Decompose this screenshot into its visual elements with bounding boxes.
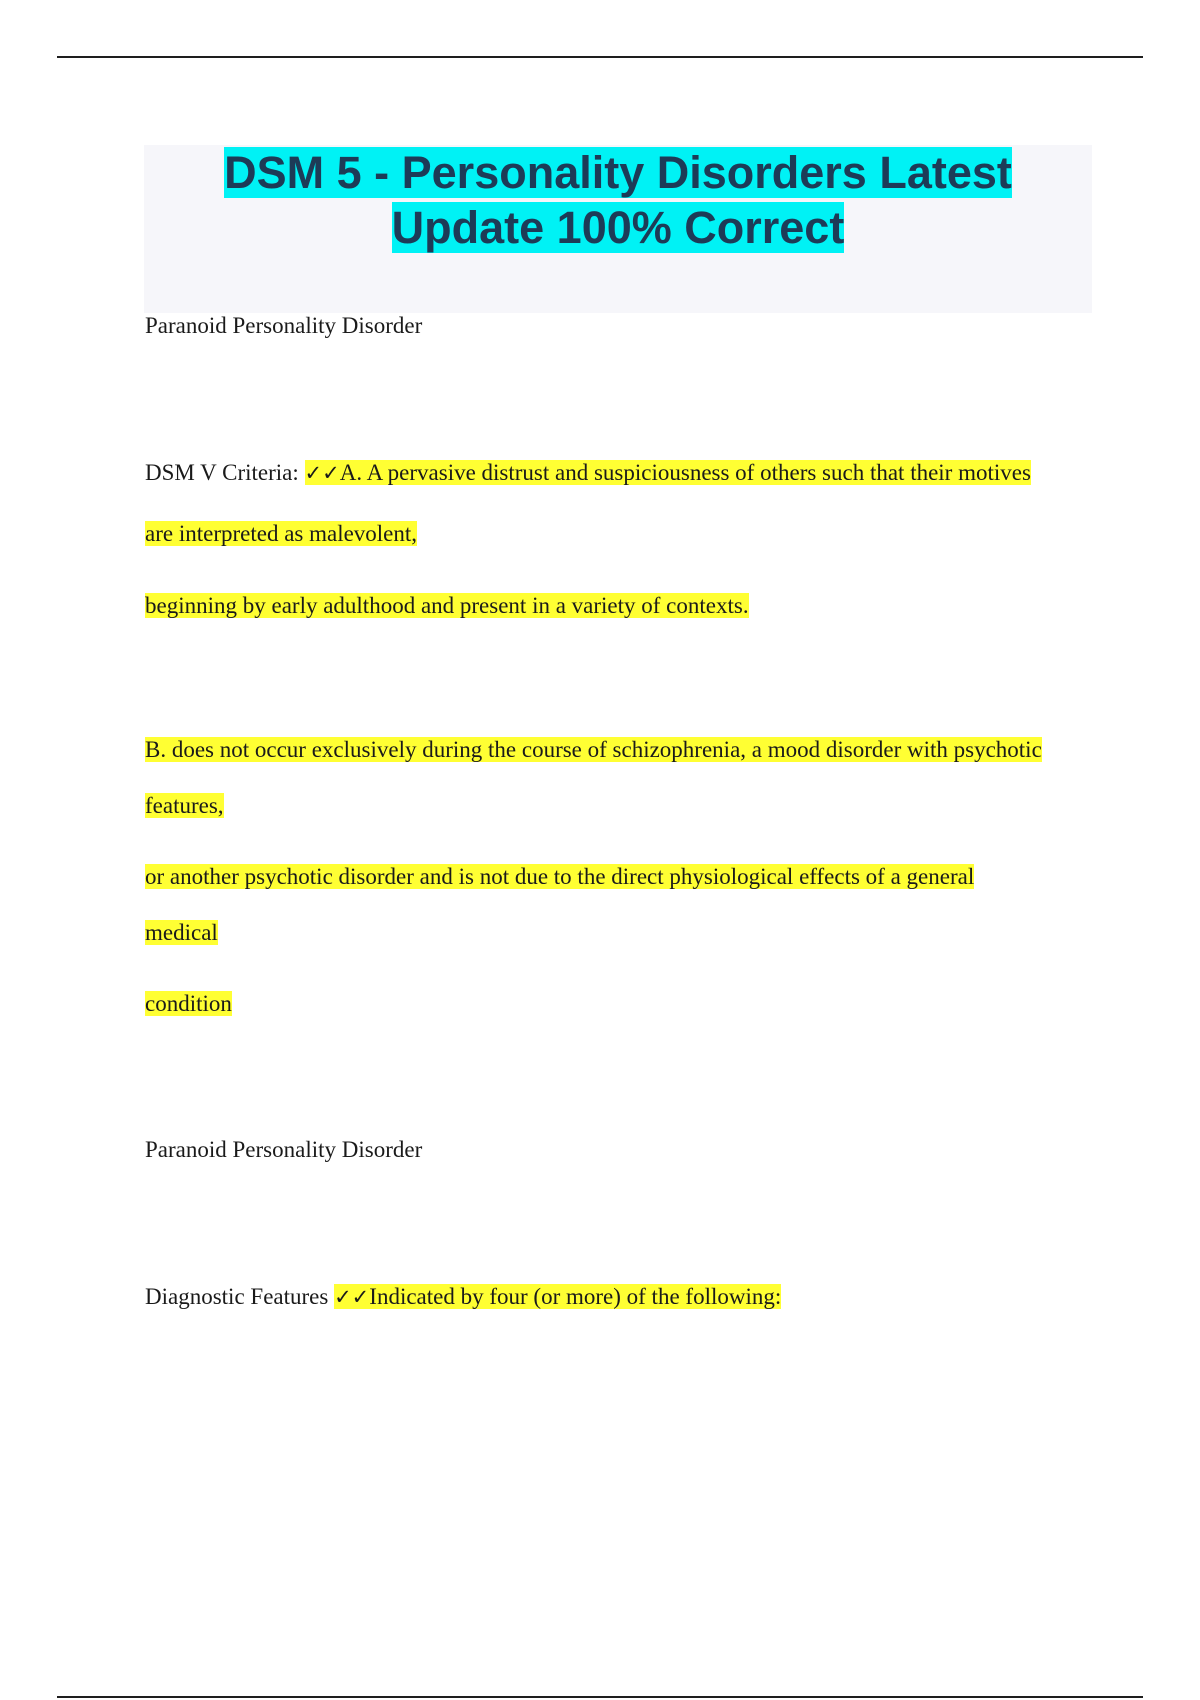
criteria-line-8 (145, 989, 232, 1019)
section-heading-1: Paranoid Personality Disorder (145, 313, 423, 338)
features-text-1: Indicated by four (or more) of the following: (369, 1284, 782, 1309)
document-title (144, 145, 1092, 255)
criteria-text-6: or another psychotic disorder and is not due to the direct physiological effects of a general (145, 864, 975, 889)
title-line-1: DSM 5 - Personality Disorders Latest (224, 147, 1012, 198)
criteria-text-1: A. A pervasive distrust and suspiciousness of others such that their motives (339, 460, 1031, 485)
checkmark-icon: ✓✓ (304, 461, 340, 485)
features-line-1 (145, 1282, 781, 1312)
criteria-text-4: B. does not occur exclusively during the course of schizophrenia, a mood disorder with psychotic (145, 737, 1042, 762)
checkmark-icon: ✓✓ (334, 1285, 370, 1309)
title-line-2: Update 100% Correct (391, 202, 845, 253)
criteria-line-4 (145, 735, 1042, 765)
page-top-rule (57, 56, 1143, 58)
criteria-line-5 (145, 791, 224, 821)
criteria-label: DSM V Criteria: (145, 460, 305, 485)
criteria-text-3: beginning by early adulthood and present in a variety of contexts. (145, 593, 749, 618)
criteria-text-8: condition (145, 991, 232, 1016)
criteria-text-5: features, (145, 793, 224, 818)
criteria-line-1 (145, 458, 1031, 488)
criteria-line-2 (145, 519, 417, 549)
criteria-line-7 (145, 918, 218, 948)
criteria-line-6 (145, 862, 974, 892)
criteria-line-3 (145, 591, 749, 621)
criteria-text-7: medical (145, 920, 218, 945)
page-bottom-rule (57, 1696, 1143, 1698)
section-heading-2: Paranoid Personality Disorder (145, 1137, 423, 1162)
features-label: Diagnostic Features (145, 1284, 335, 1309)
criteria-text-2: are interpreted as malevolent, (145, 521, 418, 546)
